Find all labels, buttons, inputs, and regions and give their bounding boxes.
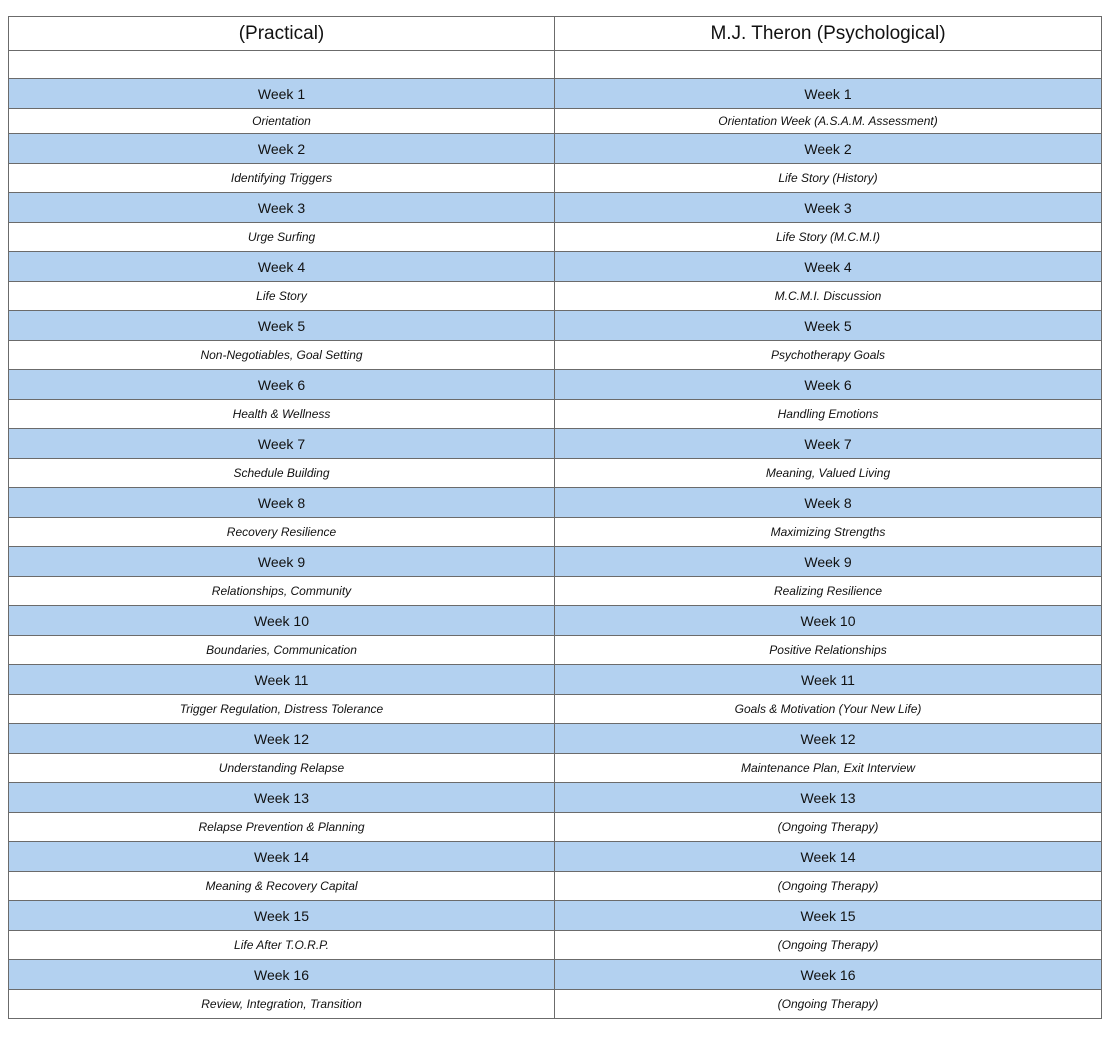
program-schedule-table: [8, 16, 1102, 1019]
psychological-week-label: Week 1: [555, 79, 1102, 109]
practical-topic: Relationships, Community: [9, 577, 555, 606]
week-header-row: [9, 960, 1102, 990]
week-topic-row: [9, 282, 1102, 311]
practical-topic: Meaning & Recovery Capital: [9, 872, 555, 901]
week-header-row: [9, 842, 1102, 872]
psychological-week-label: Week 4: [555, 252, 1102, 282]
practical-week-label: Week 6: [9, 370, 555, 400]
practical-week-label: Week 15: [9, 901, 555, 931]
practical-week-label: Week 8: [9, 488, 555, 518]
psychological-week-label: Week 9: [555, 547, 1102, 577]
practical-week-label: Week 14: [9, 842, 555, 872]
practical-column-header: (Practical): [9, 17, 555, 51]
psychological-topic: Positive Relationships: [555, 636, 1102, 665]
week-topic-row: [9, 990, 1102, 1019]
practical-week-label: Week 10: [9, 606, 555, 636]
week-header-row: [9, 724, 1102, 754]
practical-topic: Understanding Relapse: [9, 754, 555, 783]
practical-week-label: Week 16: [9, 960, 555, 990]
psychological-week-label: Week 7: [555, 429, 1102, 459]
week-header-row: [9, 665, 1102, 695]
practical-topic: Health & Wellness: [9, 400, 555, 429]
practical-week-label: Week 7: [9, 429, 555, 459]
week-topic-row: [9, 813, 1102, 842]
psychological-week-label: Week 5: [555, 311, 1102, 341]
psychological-topic: Maximizing Strengths: [555, 518, 1102, 547]
psychological-topic: Orientation Week (A.S.A.M. Assessment): [555, 109, 1102, 134]
week-header-row: [9, 370, 1102, 400]
practical-topic: Orientation: [9, 109, 555, 134]
week-header-row: [9, 79, 1102, 109]
psychological-week-label: Week 8: [555, 488, 1102, 518]
psychological-topic: Goals & Motivation (Your New Life): [555, 695, 1102, 724]
week-header-row: [9, 429, 1102, 459]
psychological-week-label: Week 14: [555, 842, 1102, 872]
practical-topic: Life Story: [9, 282, 555, 311]
header-row: [9, 17, 1102, 51]
week-topic-row: [9, 109, 1102, 134]
practical-week-label: Week 3: [9, 193, 555, 223]
practical-topic: Life After T.O.R.P.: [9, 931, 555, 960]
practical-topic: Relapse Prevention & Planning: [9, 813, 555, 842]
psychological-topic: Maintenance Plan, Exit Interview: [555, 754, 1102, 783]
psychological-topic: Psychotherapy Goals: [555, 341, 1102, 370]
week-topic-row: [9, 459, 1102, 488]
week-topic-row: [9, 164, 1102, 193]
week-topic-row: [9, 695, 1102, 724]
psychological-week-label: Week 16: [555, 960, 1102, 990]
week-topic-row: [9, 223, 1102, 252]
practical-week-label: Week 2: [9, 134, 555, 164]
psychological-topic: (Ongoing Therapy): [555, 813, 1102, 842]
psychological-week-label: Week 10: [555, 606, 1102, 636]
psychological-topic: (Ongoing Therapy): [555, 872, 1102, 901]
practical-topic: Urge Surfing: [9, 223, 555, 252]
psychological-week-label: Week 15: [555, 901, 1102, 931]
week-header-row: [9, 547, 1102, 577]
week-topic-row: [9, 754, 1102, 783]
psychological-column-header: M.J. Theron (Psychological): [555, 17, 1102, 51]
practical-topic: Boundaries, Communication: [9, 636, 555, 665]
psychological-topic: (Ongoing Therapy): [555, 990, 1102, 1019]
psychological-topic: Life Story (History): [555, 164, 1102, 193]
practical-week-label: Week 13: [9, 783, 555, 813]
practical-topic: Review, Integration, Transition: [9, 990, 555, 1019]
week-header-row: [9, 193, 1102, 223]
psychological-topic: Handling Emotions: [555, 400, 1102, 429]
psychological-topic: Meaning, Valued Living: [555, 459, 1102, 488]
practical-week-label: Week 1: [9, 79, 555, 109]
week-header-row: [9, 252, 1102, 282]
week-topic-row: [9, 577, 1102, 606]
psychological-topic: M.C.M.I. Discussion: [555, 282, 1102, 311]
week-topic-row: [9, 931, 1102, 960]
week-topic-row: [9, 400, 1102, 429]
schedule-body: [9, 51, 1102, 1019]
practical-week-label: Week 4: [9, 252, 555, 282]
practical-topic: Recovery Resilience: [9, 518, 555, 547]
week-topic-row: [9, 872, 1102, 901]
blank-cell: [555, 51, 1102, 79]
practical-week-label: Week 11: [9, 665, 555, 695]
psychological-topic: (Ongoing Therapy): [555, 931, 1102, 960]
practical-week-label: Week 5: [9, 311, 555, 341]
week-header-row: [9, 901, 1102, 931]
week-header-row: [9, 134, 1102, 164]
psychological-week-label: Week 3: [555, 193, 1102, 223]
week-topic-row: [9, 341, 1102, 370]
week-topic-row: [9, 518, 1102, 547]
psychological-topic: Realizing Resilience: [555, 577, 1102, 606]
practical-topic: Non-Negotiables, Goal Setting: [9, 341, 555, 370]
week-topic-row: [9, 636, 1102, 665]
practical-week-label: Week 9: [9, 547, 555, 577]
blank-cell: [9, 51, 555, 79]
practical-topic: Identifying Triggers: [9, 164, 555, 193]
week-header-row: [9, 311, 1102, 341]
psychological-week-label: Week 13: [555, 783, 1102, 813]
practical-week-label: Week 12: [9, 724, 555, 754]
psychological-week-label: Week 11: [555, 665, 1102, 695]
psychological-week-label: Week 2: [555, 134, 1102, 164]
psychological-topic: Life Story (M.C.M.I): [555, 223, 1102, 252]
week-header-row: [9, 606, 1102, 636]
week-header-row: [9, 783, 1102, 813]
psychological-week-label: Week 12: [555, 724, 1102, 754]
practical-topic: Trigger Regulation, Distress Tolerance: [9, 695, 555, 724]
week-header-row: [9, 488, 1102, 518]
practical-topic: Schedule Building: [9, 459, 555, 488]
psychological-week-label: Week 6: [555, 370, 1102, 400]
blank-row: [9, 51, 1102, 79]
